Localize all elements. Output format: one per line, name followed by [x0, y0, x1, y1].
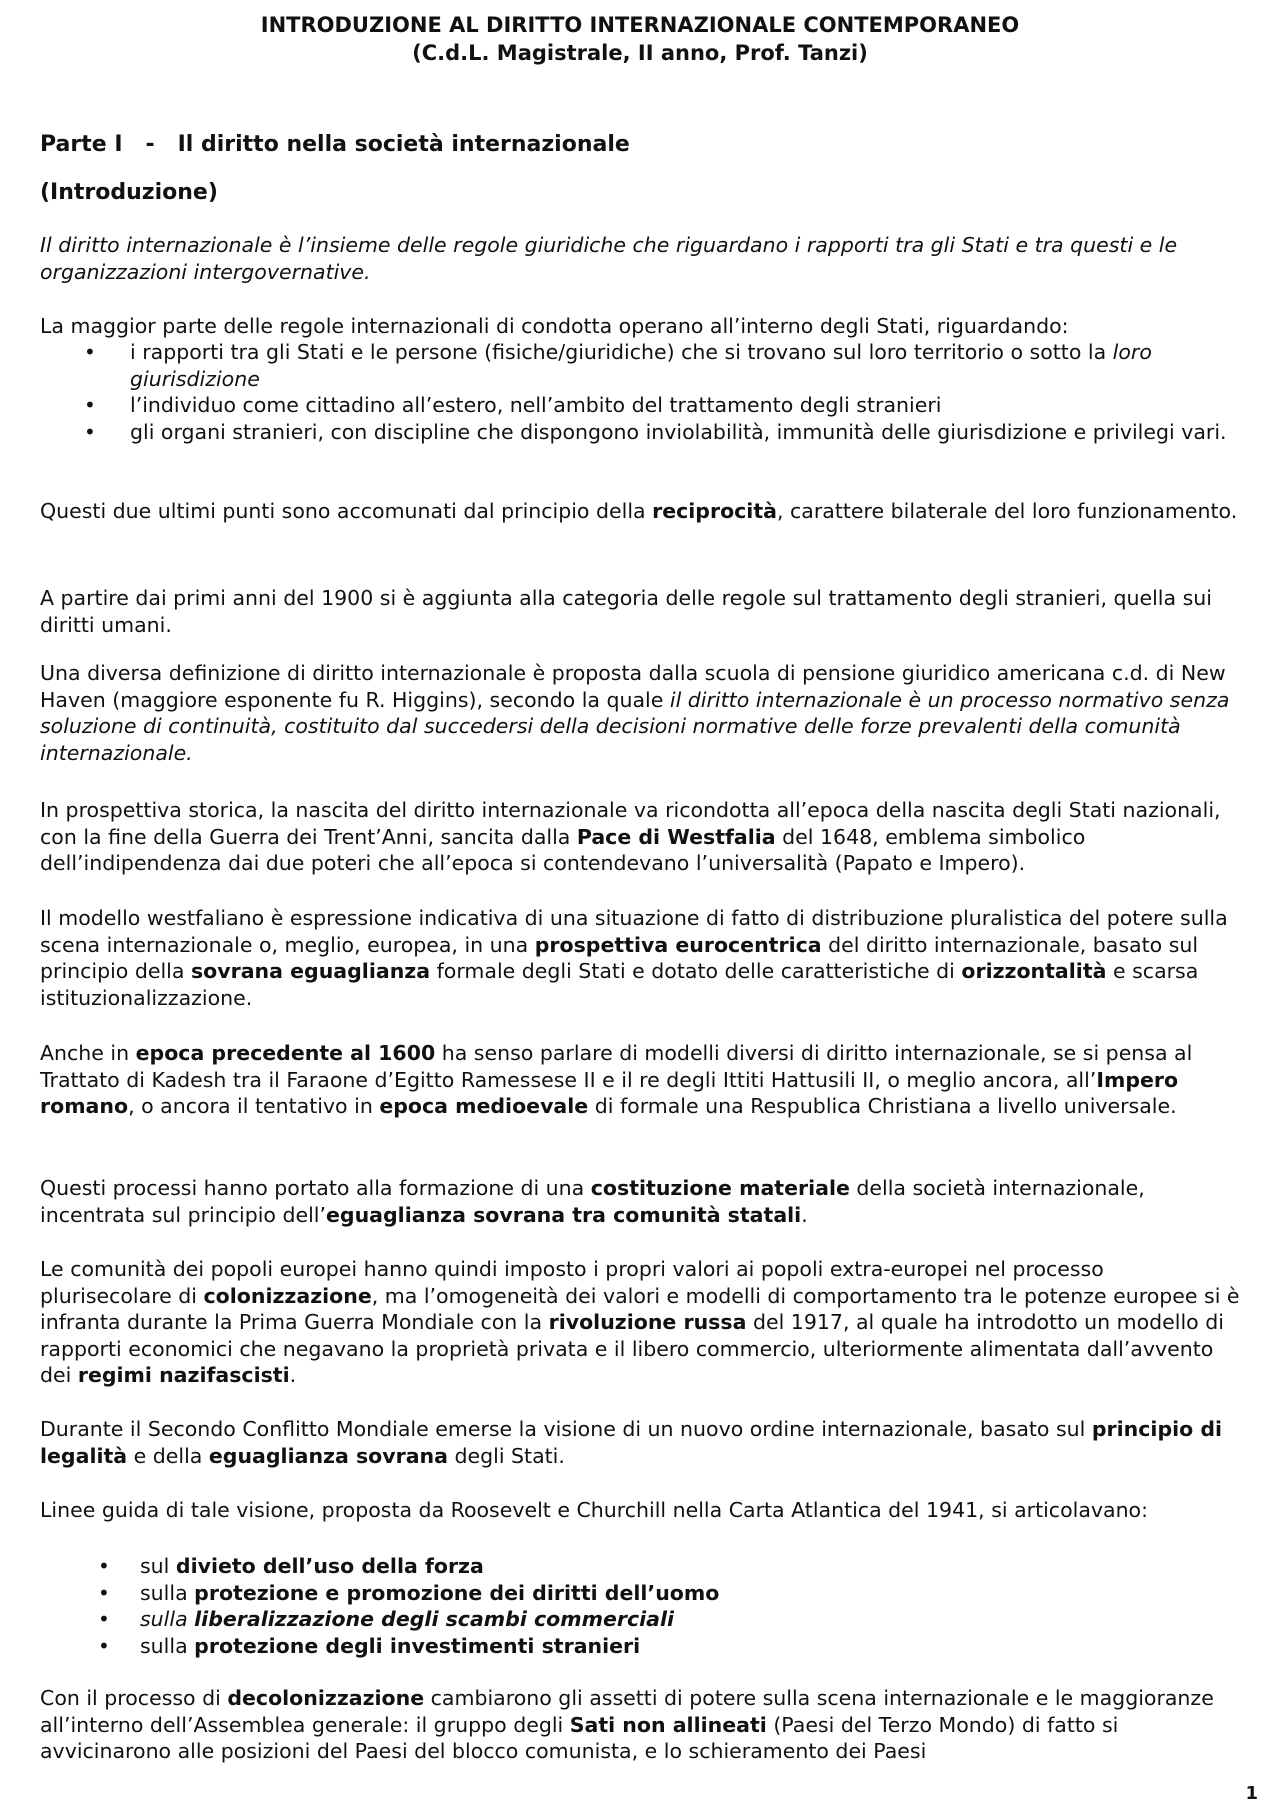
paragraph-human-rights: A partire dai primi anni del 1900 si è aggiunta alla categoria delle regole sul trattamento degli stranieri, quella sui diritti umani.: [40, 586, 1212, 637]
document-title-line-2: (C.d.L. Magistrale, II anno, Prof. Tanzi): [412, 41, 868, 65]
conduct-rules-list: [40, 339, 1240, 445]
section-heading: (Introduzione): [40, 180, 218, 205]
paragraph-colonization: Le comunità dei popoli europei hanno quindi imposto i propri valori ai popoli extra-europei nel processo plurisecolare di colonizzazione, ma l’omogeneità dei valori e modelli di comportamento tra le potenze europee si è infranta durante la Prima Guerra Mondiale con la rivoluzione russa del 1917, al quale ha introdotto un modello di rapporti economici che negavano la proprietà privata e il libero commercio, ulteriormente alimentata dall’avvento dei regimi nazifascisti.: [40, 1257, 1240, 1387]
paragraph-new-haven: Una diversa definizione di diritto internazionale è proposta dalla scuola di pensione giuridico americana c.d. di New Haven (maggiore esponente fu R. Higgins), secondo la quale il diritto internazionale è un processo normativo senza soluzione di continuità, costituito dal succedersi della decisioni normative delle forze prevalenti della comunità internazionale.: [40, 661, 1230, 765]
list-item: • i rapporti tra gli Stati e le persone (fisiche/giuridiche) che si trovano sul loro territorio o sotto la loro giurisdizione: [40, 339, 1240, 392]
document-title-line-1: INTRODUZIONE AL DIRITTO INTERNAZIONALE CONTEMPORANEO: [260, 13, 1020, 37]
page-number: 1: [1245, 1783, 1258, 1804]
paragraph-decolonization: Con il processo di decolonizzazione cambiarono gli assetti di potere sulla scena internazionale e le maggioranze all’interno dell’Assemblea generale: il gruppo degli Sati non allineati (Paesi del Terzo Mondo) di fatto si avvicinarono alle posizioni del Paesi del blocco comunista, e lo schieramento dei Paesi: [40, 1686, 1214, 1763]
paragraph-atlantic-charter-intro: Linee guida di tale visione, proposta da Roosevelt e Churchill nella Carta Atlantica del 1941, si articolavano:: [40, 1498, 1149, 1522]
paragraph-reciprocity: Questi due ultimi punti sono accomunati dal principio della reciprocità, carattere bilaterale del loro funzionamento.: [40, 499, 1238, 523]
paragraph-pre-1600: Anche in epoca precedente al 1600 ha senso parlare di modelli diversi di diritto internazionale, se si pensa al Trattato di Kadesh tra il Faraone d’Egitto Ramessese II e il re degli Ittiti Hattusili II, o meglio ancora, all’Impero romano, o ancora il tentativo in epoca medioevale di formale una Respublica Christiana a livello universale.: [40, 1041, 1193, 1118]
paragraph-definition: Il diritto internazionale è l’insieme delle regole giuridiche che riguardano i rapporti tra gli Stati e tra questi e le organizzazioni intergovernative.: [40, 233, 1178, 284]
list-item: • gli organi stranieri, con discipline che dispongono inviolabilità, immunità delle giurisdizione e privilegi vari.: [40, 419, 1240, 446]
paragraph-westphalian-model: Il modello westfaliano è espressione indicativa di una situazione di fatto di distribuzione pluralistica del potere sulla scena internazionale o, meglio, europea, in una prospettiva eurocentrica del diritto internazionale, basato sul principio della sovrana eguaglianza formale degli Stati e dotato delle caratteristiche di orizzontalità e scarsa istituzionalizzazione.: [40, 906, 1228, 1010]
list-item: • sulla liberalizzazione degli scambi commerciali: [40, 1606, 1240, 1633]
paragraph-second-world-war: Durante il Secondo Conflitto Mondiale emerse la visione di un nuovo ordine internazionale, basato sul principio di legalità e della eguaglianza sovrana degli Stati.: [40, 1417, 1223, 1468]
list-item: • sulla protezione degli investimenti stranieri: [40, 1633, 1240, 1660]
paragraph-material-constitution: Questi processi hanno portato alla formazione di una costituzione materiale della società internazionale, incentrata sul principio dell’eguaglianza sovrana tra comunità statali.: [40, 1176, 1145, 1227]
paragraph-conduct-rules-intro: La maggior parte delle regole internazionali di condotta operano all’interno degli Stati, riguardando:: [40, 314, 1069, 338]
list-item: • sul divieto dell’uso della forza: [40, 1553, 1240, 1580]
paragraph-westfalia: In prospettiva storica, la nascita del diritto internazionale va ricondotta all’epoca della nascita degli Stati nazionali, con la fine della Guerra dei Trent’Anni, sancita dalla Pace di Westfalia del 1648, emblema simbolico dell’indipendenza dai due poteri che all’epoca si contendevano l’universalità (Papato e Impero).: [40, 798, 1221, 875]
list-item: • l’individuo come cittadino all’estero, nell’ambito del trattamento degli stranieri: [40, 392, 1240, 419]
part-heading: Parte I - Il diritto nella società internazionale: [40, 132, 630, 157]
atlantic-charter-list: [40, 1553, 1240, 1659]
list-item: • sulla protezione e promozione dei diritti dell’uomo: [40, 1580, 1240, 1607]
